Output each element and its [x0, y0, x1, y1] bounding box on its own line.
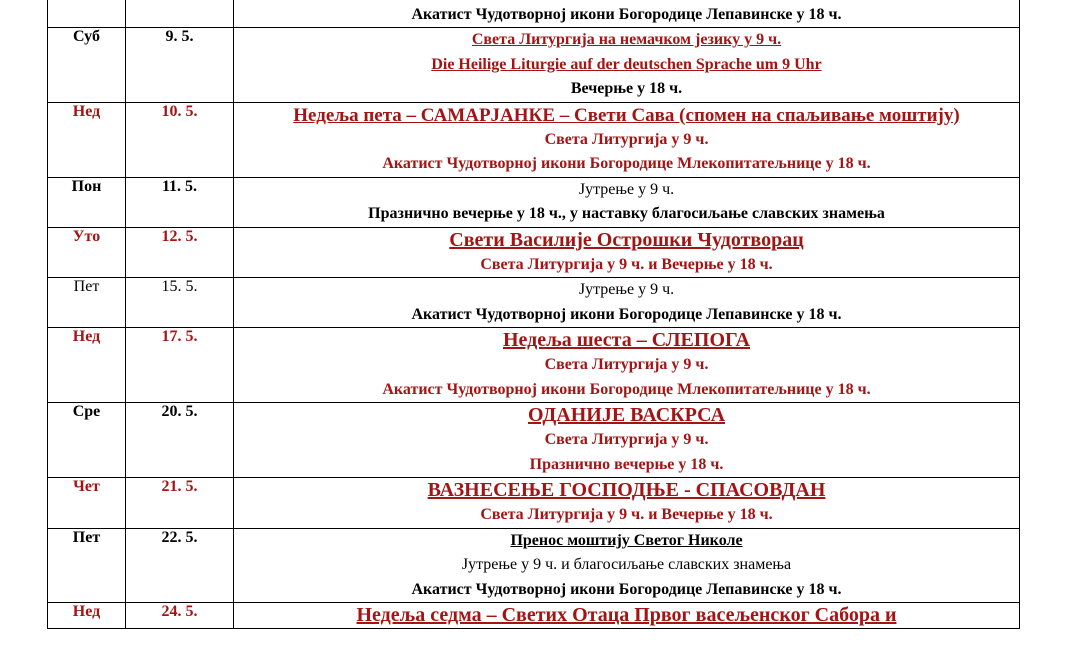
schedule-row: [48, 177, 1020, 227]
feast-title: ВАЗНЕСЕЊЕ ГОСПОДЊЕ - СПАСОВДАН: [427, 479, 826, 501]
day-cell: Пет: [48, 278, 126, 328]
service-line: Света Литургија у 9 ч. и Вечерње у 18 ч.: [480, 506, 773, 523]
services-cell: [234, 528, 1020, 603]
date-cell: 24. 5.: [126, 603, 234, 629]
service-line: Јутрење у 9 ч.: [578, 281, 675, 298]
schedule-body: [48, 0, 1020, 629]
schedule-row: [48, 528, 1020, 603]
service-line: Акатист Чудотворној икони Богородице Лепавинске у 18 ч.: [411, 5, 842, 23]
service-line: Света Литургија на немачком језику у 9 ч.: [471, 31, 782, 48]
service-line: Јутрење у 9 ч. и благосиљање славских знамења: [461, 556, 792, 573]
schedule-row: [48, 403, 1020, 478]
services-cell: [234, 603, 1020, 629]
day-cell: Пон: [48, 177, 126, 227]
service-line: Пренос моштију Светог Николе: [510, 531, 743, 549]
feast-title: Недеља седма – Светих Отаца Првог васељенског Сабора и: [356, 604, 897, 626]
service-line: Акатист Чудотворној икони Богородице Лепавинске у 18 ч.: [411, 305, 842, 323]
services-cell: [234, 102, 1020, 177]
services-cell: [234, 403, 1020, 478]
schedule-row: [48, 328, 1020, 403]
service-line: Die Heilige Liturgie auf der deutschen Sprache um 9 Uhr: [431, 55, 822, 73]
service-line: Акатист Чудотворној икони Богородице Лепавинске у 18 ч.: [411, 580, 842, 598]
schedule-row: [48, 28, 1020, 103]
date-cell: 11. 5.: [126, 177, 234, 227]
service-schedule-table: [47, 0, 1020, 629]
date-cell: [126, 0, 234, 28]
date-cell: 17. 5.: [126, 328, 234, 403]
day-cell: [48, 0, 126, 28]
service-line: Акатист Чудотворној икони Богородице Млекопитатељнице у 18 ч.: [382, 380, 871, 398]
schedule-row: [48, 102, 1020, 177]
day-cell: Нед: [48, 603, 126, 629]
services-cell: [234, 28, 1020, 103]
day-cell: Нед: [48, 328, 126, 403]
feast-title: Недеља шеста – СЛЕПОГА: [502, 329, 750, 351]
date-cell: 9. 5.: [126, 28, 234, 103]
services-cell: [234, 478, 1020, 529]
day-cell: Чет: [48, 478, 126, 529]
services-cell: [234, 227, 1020, 278]
schedule-row: [48, 227, 1020, 278]
date-cell: 12. 5.: [126, 227, 234, 278]
services-cell: [234, 328, 1020, 403]
feast-title: Недеља пета – САМАРЈАНКЕ – Свети Сава (спомен на спаљивање моштију): [293, 104, 960, 126]
service-line: Вечерње у 18 ч.: [570, 80, 683, 97]
service-line: Јутрење у 9 ч.: [578, 180, 675, 198]
day-cell: Пет: [48, 528, 126, 603]
date-cell: 20. 5.: [126, 403, 234, 478]
service-line: Света Литургија у 9 ч.: [544, 356, 709, 373]
service-line: Света Литургија у 9 ч. и Вечерње у 18 ч.: [480, 255, 773, 273]
service-line: Света Литургија у 9 ч.: [544, 130, 709, 148]
service-line: Празнично вечерње у 18 ч.: [529, 455, 724, 473]
services-cell: [234, 0, 1020, 28]
service-line: Света Литургија у 9 ч.: [544, 431, 709, 448]
schedule-row: [48, 278, 1020, 328]
date-cell: 10. 5.: [126, 102, 234, 177]
service-line: Празнично вечерње у 18 ч., у наставку благосиљање славских знамења: [368, 205, 885, 222]
day-cell: Суб: [48, 28, 126, 103]
services-cell: [234, 278, 1020, 328]
feast-title: Свети Василије Острошки Чудотворац: [449, 228, 804, 251]
date-cell: 22. 5.: [126, 528, 234, 603]
schedule-row: [48, 478, 1020, 529]
services-cell: [234, 177, 1020, 227]
service-line: Акатист Чудотворној икони Богородице Млекопитатељнице у 18 ч.: [382, 155, 871, 172]
day-cell: Уто: [48, 227, 126, 278]
date-cell: 21. 5.: [126, 478, 234, 529]
day-cell: Сре: [48, 403, 126, 478]
date-cell: 15. 5.: [126, 278, 234, 328]
day-cell: Нед: [48, 102, 126, 177]
schedule-row: [48, 603, 1020, 629]
schedule-row: [48, 0, 1020, 28]
feast-title: ОДАНИЈЕ ВАСКРСА: [527, 404, 726, 426]
